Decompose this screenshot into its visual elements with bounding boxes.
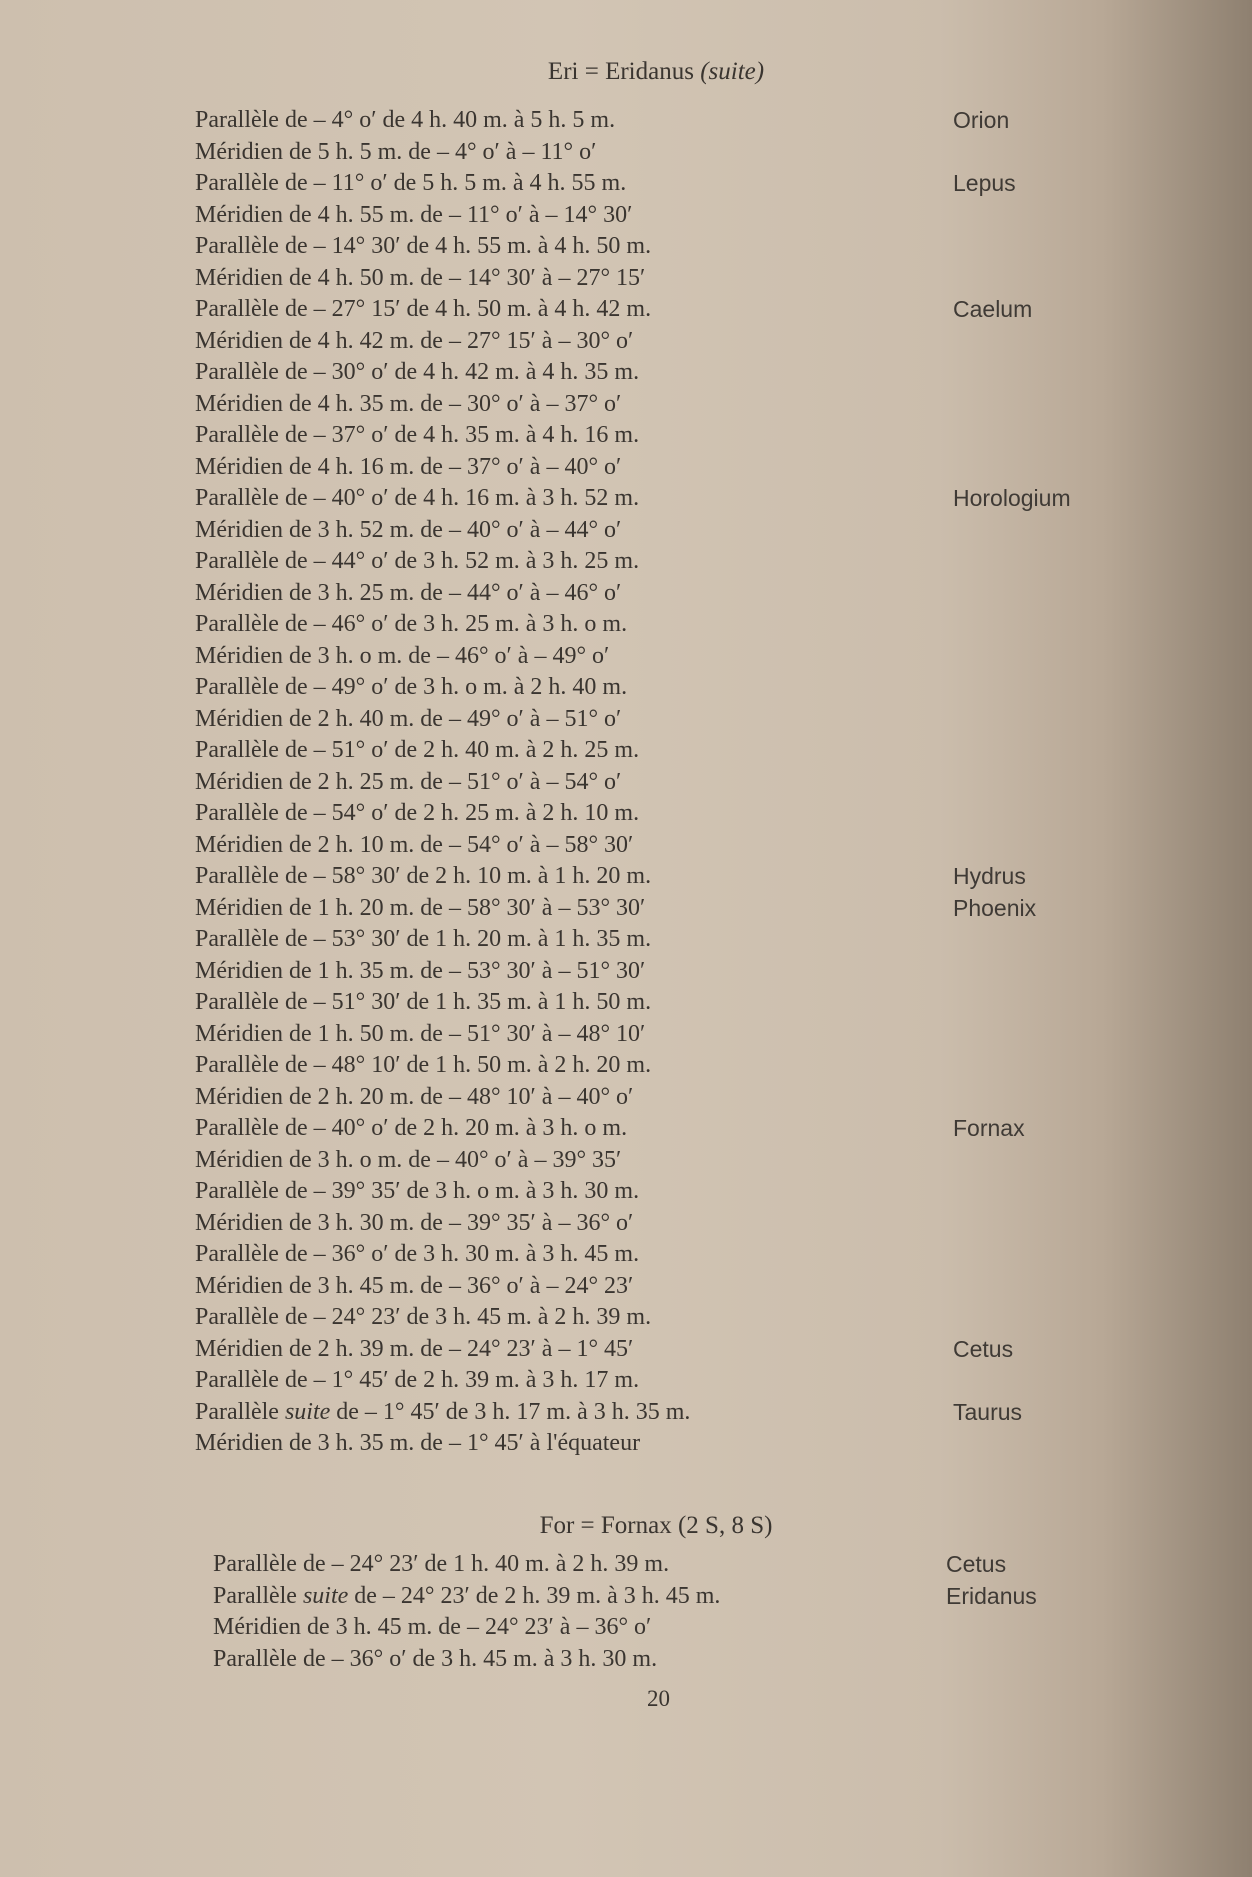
boundary-row	[195, 1239, 1095, 1271]
boundary-row	[195, 1208, 1095, 1240]
boundary-text: Méridien de 1 h. 50 m. de – 51° 30′ à – 48° 10′	[195, 1020, 646, 1047]
boundary-text: Parallèle de – 58° 30′ de 2 h. 10 m. à 1 h. 20 m.	[195, 863, 652, 889]
boundary-row	[195, 1397, 1095, 1429]
section-title-eridanus	[0, 58, 1252, 86]
boundary-row	[195, 389, 1095, 421]
boundary-text: Parallèle de – 39° 35′ de 3 h. o m. à 3 h. 30 m.	[195, 1178, 640, 1204]
boundary-row	[195, 168, 1095, 200]
boundary-row	[195, 326, 1095, 358]
boundary-row	[195, 1050, 1095, 1082]
adjacent-constellation: Taurus	[953, 1398, 1023, 1425]
boundary-row	[213, 1612, 1093, 1644]
boundary-row	[195, 1302, 1095, 1334]
boundary-text: Méridien de 4 h. 42 m. de – 27° 15′ à – 30° o′	[195, 327, 634, 354]
boundary-row	[195, 452, 1095, 484]
boundary-text: Parallèle de – 51° o′ de 2 h. 40 m. à 2 h. 25 m.	[195, 737, 640, 763]
boundary-row	[195, 767, 1095, 799]
boundary-row	[213, 1644, 1093, 1676]
boundary-text: Parallèle de – 37° o′ de 4 h. 35 m. à 4 h. 16 m.	[195, 422, 640, 448]
boundary-text: Parallèle de – 46° o′ de 3 h. 25 m. à 3 h. o m.	[195, 611, 628, 637]
boundary-row	[195, 1365, 1095, 1397]
section-title-fornax: For = Fornax (2 S, 8 S)	[539, 1512, 773, 1539]
boundary-text: Méridien de 3 h. o m. de – 46° o′ à – 49° o′	[195, 642, 610, 669]
adjacent-constellation: Orion	[953, 107, 1010, 133]
boundary-row	[195, 1428, 1095, 1460]
boundary-row	[195, 1113, 1095, 1145]
boundary-text-rest: de – 1° 45′ de 3 h. 17 m. à 3 h. 35 m.	[330, 1398, 691, 1425]
boundary-text: Parallèle de – 11° o′ de 5 h. 5 m. à 4 h. 55 m.	[195, 170, 627, 196]
boundary-text: Méridien de 3 h. 30 m. de – 39° 35′ à – 36° o′	[195, 1209, 634, 1236]
boundary-text: Méridien de 4 h. 55 m. de – 11° o′ à – 14° 30′	[195, 201, 633, 228]
boundary-text: Méridien de 3 h. 45 m. de – 24° 23′ à – 36° o′	[213, 1614, 652, 1640]
boundary-row	[195, 987, 1095, 1019]
boundary-text: Méridien de 1 h. 20 m. de – 58° 30′ à – 53° 30′	[195, 894, 646, 921]
boundary-text: Parallèle de – 1° 45′ de 2 h. 39 m. à 3 h. 17 m.	[195, 1367, 640, 1393]
boundary-row	[195, 798, 1095, 830]
boundary-text: Parallèle de – 40° o′ de 2 h. 20 m. à 3 h. o m.	[195, 1115, 628, 1141]
boundary-row	[195, 704, 1095, 736]
boundary-text: Méridien de 4 h. 50 m. de – 14° 30′ à – 27° 15′	[195, 264, 646, 291]
boundary-row	[195, 609, 1095, 641]
boundary-row	[195, 515, 1095, 547]
boundary-row	[195, 1334, 1095, 1366]
boundary-row	[213, 1581, 1093, 1613]
page-number: 20	[647, 1686, 670, 1711]
boundary-row	[195, 1019, 1095, 1051]
boundary-row	[195, 672, 1095, 704]
boundary-text: Méridien de 3 h. 45 m. de – 36° o′ à – 24° 23′	[195, 1272, 634, 1299]
boundary-row	[195, 483, 1095, 515]
section-title-abbr: Eri = Eridanus	[547, 58, 694, 85]
boundary-text-rest: de – 24° 23′ de 2 h. 39 m. à 3 h. 45 m.	[348, 1582, 721, 1609]
boundary-text: Méridien de 3 h. o m. de – 40° o′ à – 39° 35′	[195, 1146, 622, 1173]
section-title-suite: (suite)	[700, 58, 765, 85]
boundary-row	[195, 231, 1095, 263]
boundary-row	[195, 263, 1095, 295]
boundary-text: Parallèle de – 4° o′ de 4 h. 40 m. à 5 h. 5 m.	[195, 107, 616, 133]
boundary-row	[195, 924, 1095, 956]
boundary-text: Parallèle de – 40° o′ de 4 h. 16 m. à 3 h. 52 m.	[195, 485, 640, 511]
boundary-text: Parallèle de – 24° 23′ de 3 h. 45 m. à 2 h. 39 m.	[195, 1304, 652, 1330]
boundary-text: Méridien de 2 h. 40 m. de – 49° o′ à – 51° o′	[195, 705, 622, 732]
boundary-text-italic: suite	[302, 1582, 349, 1609]
boundary-text-italic: suite	[284, 1398, 331, 1425]
adjacent-constellation: Fornax	[953, 1115, 1025, 1141]
boundary-text: Parallèle de – 30° o′ de 4 h. 42 m. à 4 h. 35 m.	[195, 359, 640, 385]
boundary-text: Méridien de 3 h. 35 m. de – 1° 45′ à l'équateur	[195, 1430, 641, 1456]
boundary-text: Parallèle de – 48° 10′ de 1 h. 50 m. à 2 h. 20 m.	[195, 1052, 652, 1078]
boundary-text: Parallèle de – 54° o′ de 2 h. 25 m. à 2 h. 10 m.	[195, 800, 640, 826]
boundary-row	[195, 294, 1095, 326]
boundary-row	[195, 105, 1095, 137]
boundary-text: Méridien de 5 h. 5 m. de – 4° o′ à – 11° o′	[195, 138, 597, 165]
adjacent-constellation: Phoenix	[953, 894, 1037, 921]
boundary-row	[195, 200, 1095, 232]
boundary-row	[195, 1082, 1095, 1114]
boundary-row	[195, 1176, 1095, 1208]
boundary-list-eridanus	[195, 105, 1095, 1460]
boundary-text: Parallèle de – 36° o′ de 3 h. 45 m. à 3 h. 30 m.	[213, 1645, 658, 1672]
boundary-row	[195, 420, 1095, 452]
boundary-text: Méridien de 3 h. 25 m. de – 44° o′ à – 46° o′	[195, 579, 622, 606]
boundary-text: Méridien de 2 h. 10 m. de – 54° o′ à – 58° 30′	[195, 831, 634, 858]
adjacent-constellation: Cetus	[946, 1551, 1007, 1577]
boundary-text: Méridien de 2 h. 20 m. de – 48° 10′ à – 40° o′	[195, 1083, 634, 1110]
boundary-row	[195, 137, 1095, 169]
boundary-row	[195, 830, 1095, 862]
adjacent-constellation: Cetus	[953, 1335, 1014, 1362]
boundary-text	[213, 1581, 720, 1613]
boundary-text: Méridien de 3 h. 52 m. de – 40° o′ à – 44° o′	[195, 516, 622, 543]
boundary-row	[195, 893, 1095, 925]
boundary-text: Parallèle de – 27° 15′ de 4 h. 50 m. à 4 h. 42 m.	[195, 296, 652, 322]
boundary-list-fornax	[213, 1549, 1093, 1675]
boundary-row	[195, 546, 1095, 578]
boundary-row	[195, 861, 1095, 893]
boundary-text: Parallèle de – 49° o′ de 3 h. o m. à 2 h. 40 m.	[195, 674, 628, 700]
boundary-row	[195, 641, 1095, 673]
boundary-row	[195, 578, 1095, 610]
boundary-text: Parallèle de – 14° 30′ de 4 h. 55 m. à 4 h. 50 m.	[195, 233, 652, 259]
adjacent-constellation: Lepus	[953, 170, 1016, 196]
boundary-text-pre: Parallèle	[213, 1582, 303, 1609]
boundary-text: Parallèle de – 24° 23′ de 1 h. 40 m. à 2 h. 39 m.	[213, 1551, 670, 1577]
boundary-row	[195, 357, 1095, 389]
boundary-text: Parallèle de – 44° o′ de 3 h. 52 m. à 3 h. 25 m.	[195, 548, 640, 574]
boundary-text-pre: Parallèle	[195, 1398, 285, 1425]
boundary-row	[195, 1271, 1095, 1303]
boundary-text: Méridien de 2 h. 25 m. de – 51° o′ à – 54° o′	[195, 768, 622, 795]
boundary-text: Parallèle de – 36° o′ de 3 h. 30 m. à 3 h. 45 m.	[195, 1241, 640, 1267]
boundary-row	[213, 1549, 1093, 1581]
boundary-text: Méridien de 2 h. 39 m. de – 24° 23′ à – 1° 45′	[195, 1335, 634, 1362]
adjacent-constellation: Caelum	[953, 296, 1033, 322]
adjacent-constellation: Eridanus	[946, 1582, 1037, 1609]
boundary-text: Méridien de 4 h. 16 m. de – 37° o′ à – 40° o′	[195, 453, 622, 480]
boundary-text	[195, 1397, 690, 1429]
boundary-row	[195, 956, 1095, 988]
boundary-row	[195, 735, 1095, 767]
boundary-text: Parallèle de – 53° 30′ de 1 h. 20 m. à 1 h. 35 m.	[195, 926, 652, 952]
boundary-text: Méridien de 4 h. 35 m. de – 30° o′ à – 37° o′	[195, 390, 622, 417]
boundary-text: Parallèle de – 51° 30′ de 1 h. 35 m. à 1 h. 50 m.	[195, 989, 652, 1015]
boundary-text: Méridien de 1 h. 35 m. de – 53° 30′ à – 51° 30′	[195, 957, 646, 984]
adjacent-constellation: Horologium	[953, 485, 1071, 511]
boundary-row	[195, 1145, 1095, 1177]
adjacent-constellation: Hydrus	[953, 863, 1026, 889]
